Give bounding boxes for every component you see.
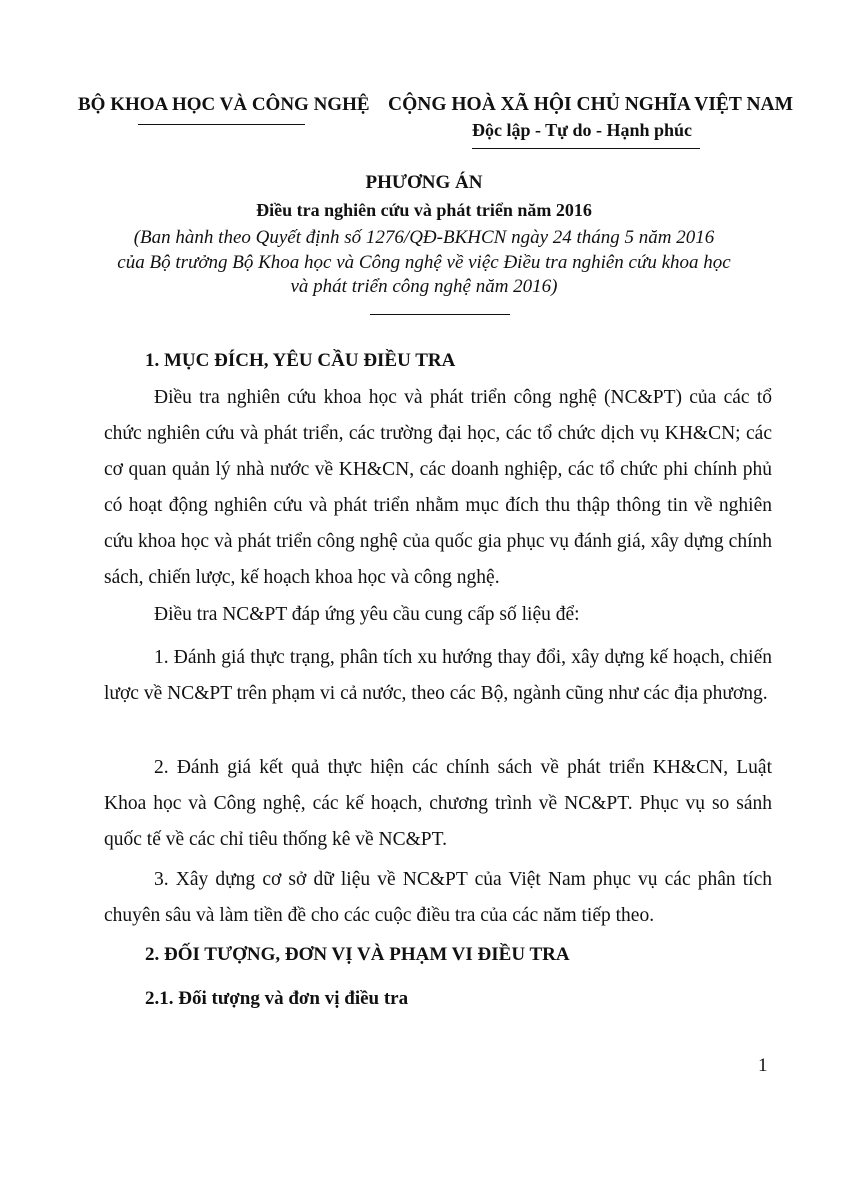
requirement-item-3: 3. Xây dựng cơ sở dữ liệu về NC&PT của Việt Nam phục vụ các phân tích chuyên sâu và làm tiền đề cho các cuộc điều tra của các năm tiếp theo.	[104, 869, 772, 926]
section-2-1-heading: 2.1. Đối tượng và đơn vị điều tra	[145, 988, 409, 1009]
document-subtitle: Điều tra nghiên cứu và phát triển năm 2016	[256, 200, 592, 220]
issued-note-line-1: (Ban hành theo Quyết định số 1276/QĐ-BKHCN ngày 24 tháng 5 năm 2016	[133, 227, 715, 248]
title-divider	[370, 314, 510, 315]
ministry-underline	[138, 124, 305, 125]
republic-name: CỘNG HOÀ XÃ HỘI CHỦ NGHĨA VIỆT NAM	[388, 94, 794, 115]
issued-note-line-2: của Bộ trưởng Bộ Khoa học và Công nghệ về việc Điều tra nghiên cứu khoa học	[117, 252, 731, 273]
page-number: 1	[758, 1055, 768, 1076]
requirements-intro: Điều tra NC&PT đáp ứng yêu cầu cung cấp số liệu để:	[154, 604, 580, 625]
section-2-heading: 2. ĐỐI TƯỢNG, ĐƠN VỊ VÀ PHẠM VI ĐIỀU TRA	[145, 944, 570, 965]
requirement-item-2: 2. Đánh giá kết quả thực hiện các chính sách về phát triển KH&CN, Luật Khoa học và Công nghệ, các kế hoạch, chương trình về NC&PT. Phục vụ so sánh quốc tế về các chỉ tiêu thống kê về NC&PT.	[104, 757, 772, 850]
document-title: PHƯƠNG ÁN	[365, 172, 483, 193]
section-1-paragraph: Điều tra nghiên cứu khoa học và phát triển công nghệ (NC&PT) của các tổ chức nghiên cứu và phát triển, các trường đại học, các tổ chức dịch vụ KH&CN; các cơ quan quản lý nhà nước về KH&CN, các doanh nghiệp, các tổ chức phi chính phủ có hoạt động nghiên cứu và phát triển nhằm mục đích thu thập thông tin về nghiên cứu khoa học và phát triển công nghệ của quốc gia phục vụ đánh giá, xây dựng chính sách, chiến lược, kế hoạch khoa học và công nghệ.	[104, 387, 772, 588]
national-motto: Độc lập - Tự do - Hạnh phúc	[472, 120, 693, 140]
motto-underline	[472, 148, 700, 149]
requirement-item-1: 1. Đánh giá thực trạng, phân tích xu hướng thay đổi, xây dựng kế hoạch, chiến lược về NC&PT trên phạm vi cả nước, theo các Bộ, ngành cũng như các địa phương.	[104, 647, 772, 704]
ministry-name: BỘ KHOA HỌC VÀ CÔNG NGHỆ	[78, 94, 370, 115]
issued-note-line-3: và phát triển công nghệ năm 2016)	[290, 276, 558, 297]
section-1-heading: 1. MỤC ĐÍCH, YÊU CẦU ĐIỀU TRA	[145, 350, 456, 371]
